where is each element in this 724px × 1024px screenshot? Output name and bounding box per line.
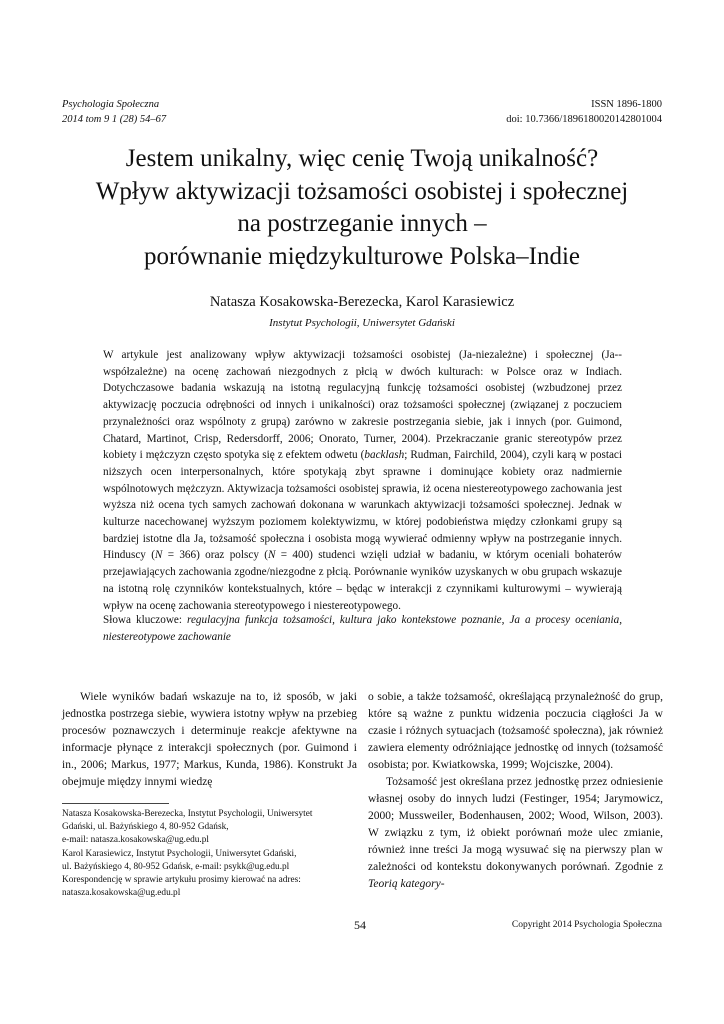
keywords-label: Słowa kluczowe: xyxy=(103,614,187,626)
identifier-header xyxy=(506,97,662,127)
abstract-text: ; Rudman, Fairchild, 2004), czyli karą w postaci niższych ocen interpersonalnych, które spotykają zbyt sprawne i dominujące kobiety oraz nadmiernie wspólnotowych mężczyzn. Aktywizacja tożsamości osobistej sprawia, iż ocena niestereotypowego zachowania jest wyższa niż ocena tych samych zachowań dokonana w warunkach aktywizacji tożsamości społecznej. Jednak w kulturze nacechowanej wyższym poziomem kolektywizmu, w której podobieństwa między członkami grupy są bardziej istotne dla Ja, tożsamość społeczna i osobista mogą wywierać odmienny wpływ na postrzeganie innych. Hinduscy ( xyxy=(103,449,622,562)
abstract-text: = 366) oraz polscy ( xyxy=(162,549,268,562)
sample-size-symbol: N xyxy=(267,549,276,562)
abstract-text: = 400) studenci wzięli udział w badaniu, w którym oceniali bohaterów przejawiających zachowania zgodne/niezgodne z płcią. Porównanie wyników uzyskanych w obu grupach wskazuje na istotną rolę czynników kontekstualnych, które – będąc w interakcji z czynnikami kulturowymi – wywierają wpływ na ocenę zachowania stereotypowego i niestereotypowego. xyxy=(103,549,622,612)
body-paragraph: o sobie, a także tożsamość, określającą przynależność do grup, które są ważne z punktu widzenia poczucia ciągłości Ja w czasie i różnych sytuacjach (tożsamość społeczna), jak również zawiera elementy odróżniające jednostkę od innych (tożsamość osobista; por. Kwiatkowska, 1999; Wojciszke, 2004). xyxy=(368,691,663,771)
issn: ISSN 1896-1800 xyxy=(591,99,662,110)
title-line: na postrzeganie innych – xyxy=(237,210,487,237)
affiliation: Instytut Psychologii, Uniwersytet Gdański xyxy=(269,317,455,329)
title-line: Wpływ aktywizacji tożsamości osobistej i społecznej xyxy=(95,177,629,205)
body-column-left xyxy=(62,689,357,791)
footnote-line: ul. Bażyńskiego 4, 80-952 Gdańsk, e-mail: psykk@ug.edu.pl xyxy=(62,861,290,872)
keywords-text: regulacyjna funkcja tożsamości, kultura jako kontekstowe poznanie, Ja a procesy oceniania, niestereotypowe zachowanie xyxy=(103,614,622,643)
journal-name: Psychologia Społeczna xyxy=(62,99,160,110)
journal-header xyxy=(62,97,166,127)
sample-size-symbol: N xyxy=(154,549,163,562)
paragraph-italic: Teorią kategory- xyxy=(368,878,445,890)
title-line: Jestem unikalny, więc cenię Twoją unikalność? xyxy=(125,145,599,172)
paragraph-text: Tożsamość jest określana przez jednostkę przez odniesienie własnej osoby do innych ludzi (Festinger, 1954; Jarymowicz, 2000; Mussweiler, Bodenhausen, 2002; Wood, Wilson, 2003). W związku z tym, iż obiekt porównań może ulec zmianie, również inne treści Ja mogą wysuwać się na pierwszy plan w zależności od kontekstu dokonywanych porównań. Zgodnie z xyxy=(368,776,663,873)
article-title xyxy=(40,143,684,273)
doi: doi: 10.7366/1896180020142801004 xyxy=(506,114,662,125)
body-column-right xyxy=(368,689,663,893)
authors: Natasza Kosakowska-Berezecka, Karol Karasiewicz xyxy=(209,294,515,310)
footnote-line: Korespondencję w sprawie artykułu prosimy kierować na adres: xyxy=(62,875,301,886)
copyright: Copyright 2014 Psychologia Społeczna xyxy=(511,920,662,930)
correspondence-footnote xyxy=(62,808,362,900)
title-line: porównanie międzykulturowe Polska–Indie xyxy=(143,242,580,270)
journal-volume: 2014 tom 9 1 (28) 54–67 xyxy=(62,114,167,125)
abstract-text: W artykule jest analizowany wpływ aktywizacji tożsamości osobistej (Ja-niezależne) i społecznej (Ja--współzależne) na ocenę zachowań niezgodnych z płcią w dwóch kulturach: w Polsce oraz w Indiach. Dotychczasowe badania wskazują na istotną regulacyjną funkcję tożsamości osobistej (wzbudzonej przez aktywizację poczucia odrębności od innych i unikalności) oraz tożsamości społecznej (związanej z poczuciem przynależności oraz wspólnoty z grupą) zarówno w zakresie postrzegania siebie, jak i innych (por. Guimond, Chatard, Martinot, Crisp, Redersdorff, 2006; Onorato, Turner, 2004). Przekraczanie granic stereotypów przez kobiety i mężczyzn często spotyka się z efektem odwetu ( xyxy=(103,349,622,462)
body-paragraph xyxy=(368,774,663,893)
abstract-italic-term: backlash xyxy=(364,449,405,462)
footnote-line: natasza.kosakowska@ug.edu.pl xyxy=(62,888,181,899)
footnote-line: Karol Karasiewicz, Instytut Psychologii, Uniwersytet Gdański, xyxy=(62,848,297,859)
footnote-line: Natasza Kosakowska-Berezecka, Instytut Psychologii, Uniwersytet xyxy=(62,809,313,819)
keywords xyxy=(103,612,622,645)
body-paragraph: Wiele wyników badań wskazuje na to, iż sposób, w jaki jednostka postrzega siebie, wywiera istotny wpływ na przebieg procesów poznawczych i determinuje reakcje afektywne na informacje płynące z interakcji społecznych (por. Guimond i in., 2006; Markus, 1977; Markus, Kunda, 1986). Konstrukt Ja obejmuje między innymi wiedzę xyxy=(62,691,357,788)
page-number: 54 xyxy=(354,918,366,932)
footnote-line: Gdański, ul. Bażyńskiego 4, 80-952 Gdańsk, xyxy=(62,822,229,833)
abstract xyxy=(103,347,622,614)
footnote-line: e-mail: natasza.kosakowska@ug.edu.pl xyxy=(62,835,209,846)
footnote-divider xyxy=(62,803,169,804)
